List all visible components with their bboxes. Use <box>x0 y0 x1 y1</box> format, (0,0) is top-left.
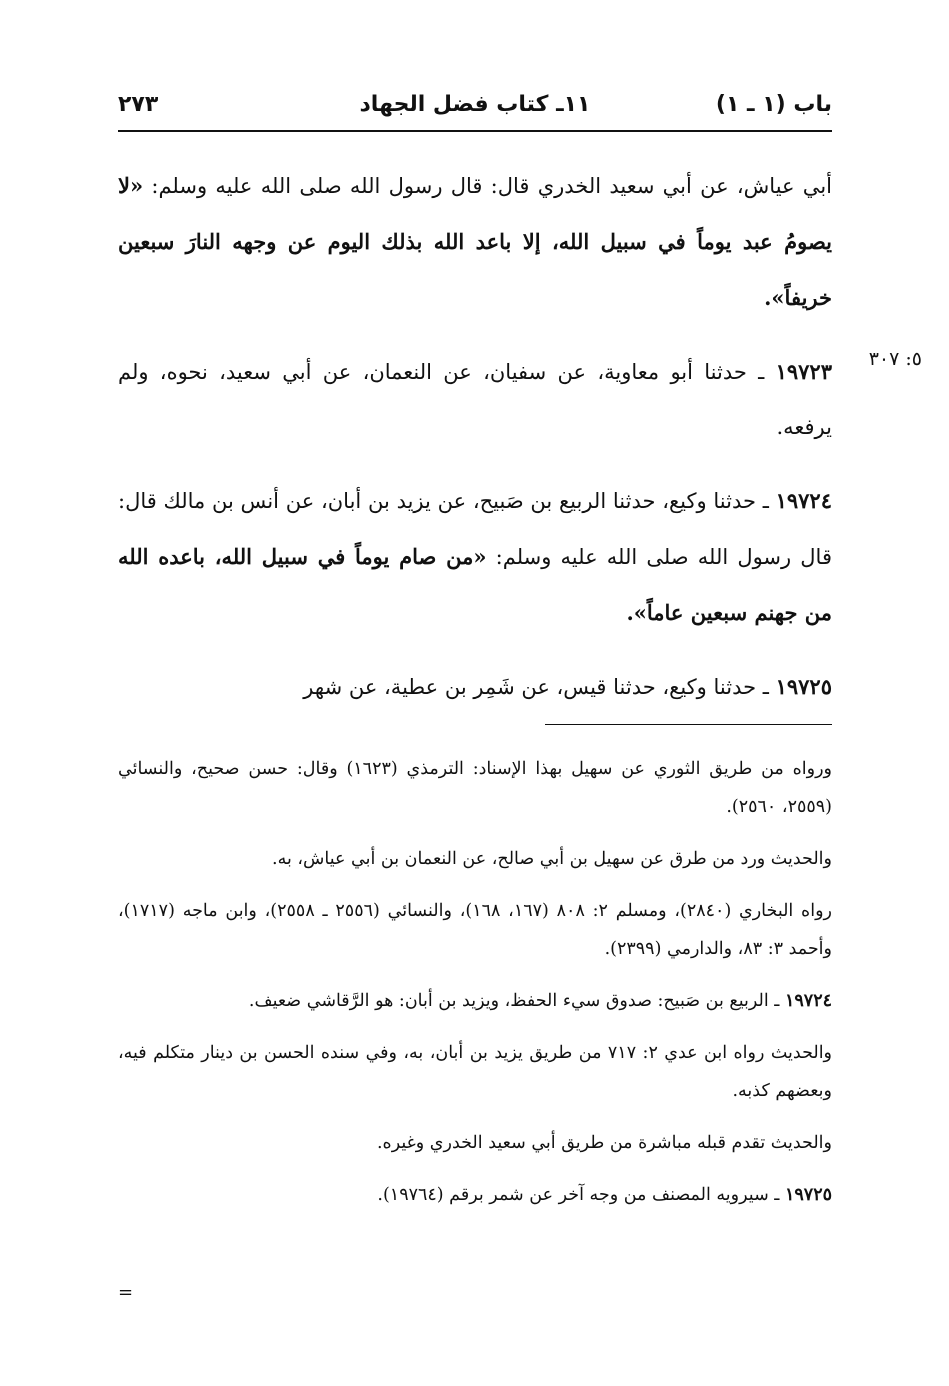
paragraph <box>118 158 832 326</box>
footnote <box>118 982 832 1020</box>
footnote-text: ـ سيرويه المصنف من وجه آخر عن شمر برقم (١٩٧٦٤). <box>377 1185 785 1205</box>
header-title: ١١ـ كتاب فضل الجهاد <box>359 92 591 117</box>
paragraph <box>118 344 832 455</box>
footnote: والحديث تقدم قبله مباشرة من طريق أبي سعيد الخدري وغيره. <box>376 1133 832 1153</box>
footnote: والحديث ورد من طرق عن سهيل بن أبي صالح، عن النعمان بن أبي عياش، به. <box>272 849 832 869</box>
hadith-number: ١٩٧٢٣ <box>775 359 832 384</box>
continuation-mark: = <box>118 1282 134 1303</box>
main-text <box>118 158 832 733</box>
footnote-number: ١٩٧٢٤ <box>785 991 832 1011</box>
margin-reference: ٥: ٣٠٧ <box>868 348 922 370</box>
footnote-number: ١٩٧٢٥ <box>785 1185 832 1205</box>
hadith-text: «من صام يوماً في سبيل الله، باعده الله من جهنم سبعين عاماً». <box>118 544 832 625</box>
paragraph-text: ـ حدثنا وكيع، حدثنا الربيع بن صَبيح، عن يزيد بن أبان، عن أنس بن مالك قال: قال رسول الله صلى الله عليه وسلم: <box>118 489 832 569</box>
hadith-number: ١٩٧٢٤ <box>775 488 832 513</box>
footnote-text: ـ الربيع بن صَبيح: صدوق سيء الحفظ، ويزيد بن أبان: هو الرَّقاشي ضعيف. <box>248 991 785 1011</box>
hadith-text: «لا يصومُ عبد يوماً في سبيل الله، إلا باعد الله بذلك اليوم عن وجهه النارَ سبعين خريفاً». <box>118 173 832 310</box>
header-section: باب (١ ـ ١) <box>715 92 832 117</box>
footnote <box>118 1176 832 1214</box>
footnotes <box>118 750 832 1228</box>
hadith-number: ١٩٧٢٥ <box>775 674 832 699</box>
paragraph-text: ـ حدثنا أبو معاوية، عن سفيان، عن النعمان، عن أبي سعيد، نحوه، ولم يرفعه. <box>118 360 832 439</box>
footnote-rule <box>545 724 832 725</box>
header-rule <box>118 130 832 132</box>
page-header <box>118 86 832 130</box>
paragraph-text: ـ حدثنا وكيع، حدثنا قيس، عن شَمِر بن عطية، عن شهر <box>303 675 776 699</box>
paragraph <box>118 659 832 715</box>
paragraph <box>118 473 832 641</box>
footnote: رواه البخاري (٢٨٤٠)، ومسلم ٢: ٨٠٨ (١٦٧، ١٦٨)، والنسائي (٢٥٥٦ ـ ٢٥٥٨)، وابن ماجه (١٧١٧)، وأحمد ٣: ٨٣، والدارمي (٢٣٩٩). <box>118 901 832 959</box>
footnote: ورواه من طريق الثوري عن سهيل بهذا الإسناد: الترمذي (١٦٢٣) وقال: حسن صحيح، والنسائي (٢٥٥٩، ٢٥٦٠). <box>118 759 832 817</box>
footnote: والحديث رواه ابن عدي ٢: ٧١٧ من طريق يزيد بن أبان، به، وفي سنده الحسن بن دينار متكلم فيه، وبعضهم كذبه. <box>118 1043 833 1101</box>
paragraph-text: أبي عياش، عن أبي سعيد الخدري قال: قال رسول الله صلى الله عليه وسلم: <box>143 174 832 198</box>
header-page-number: ٢٧٣ <box>118 92 159 117</box>
